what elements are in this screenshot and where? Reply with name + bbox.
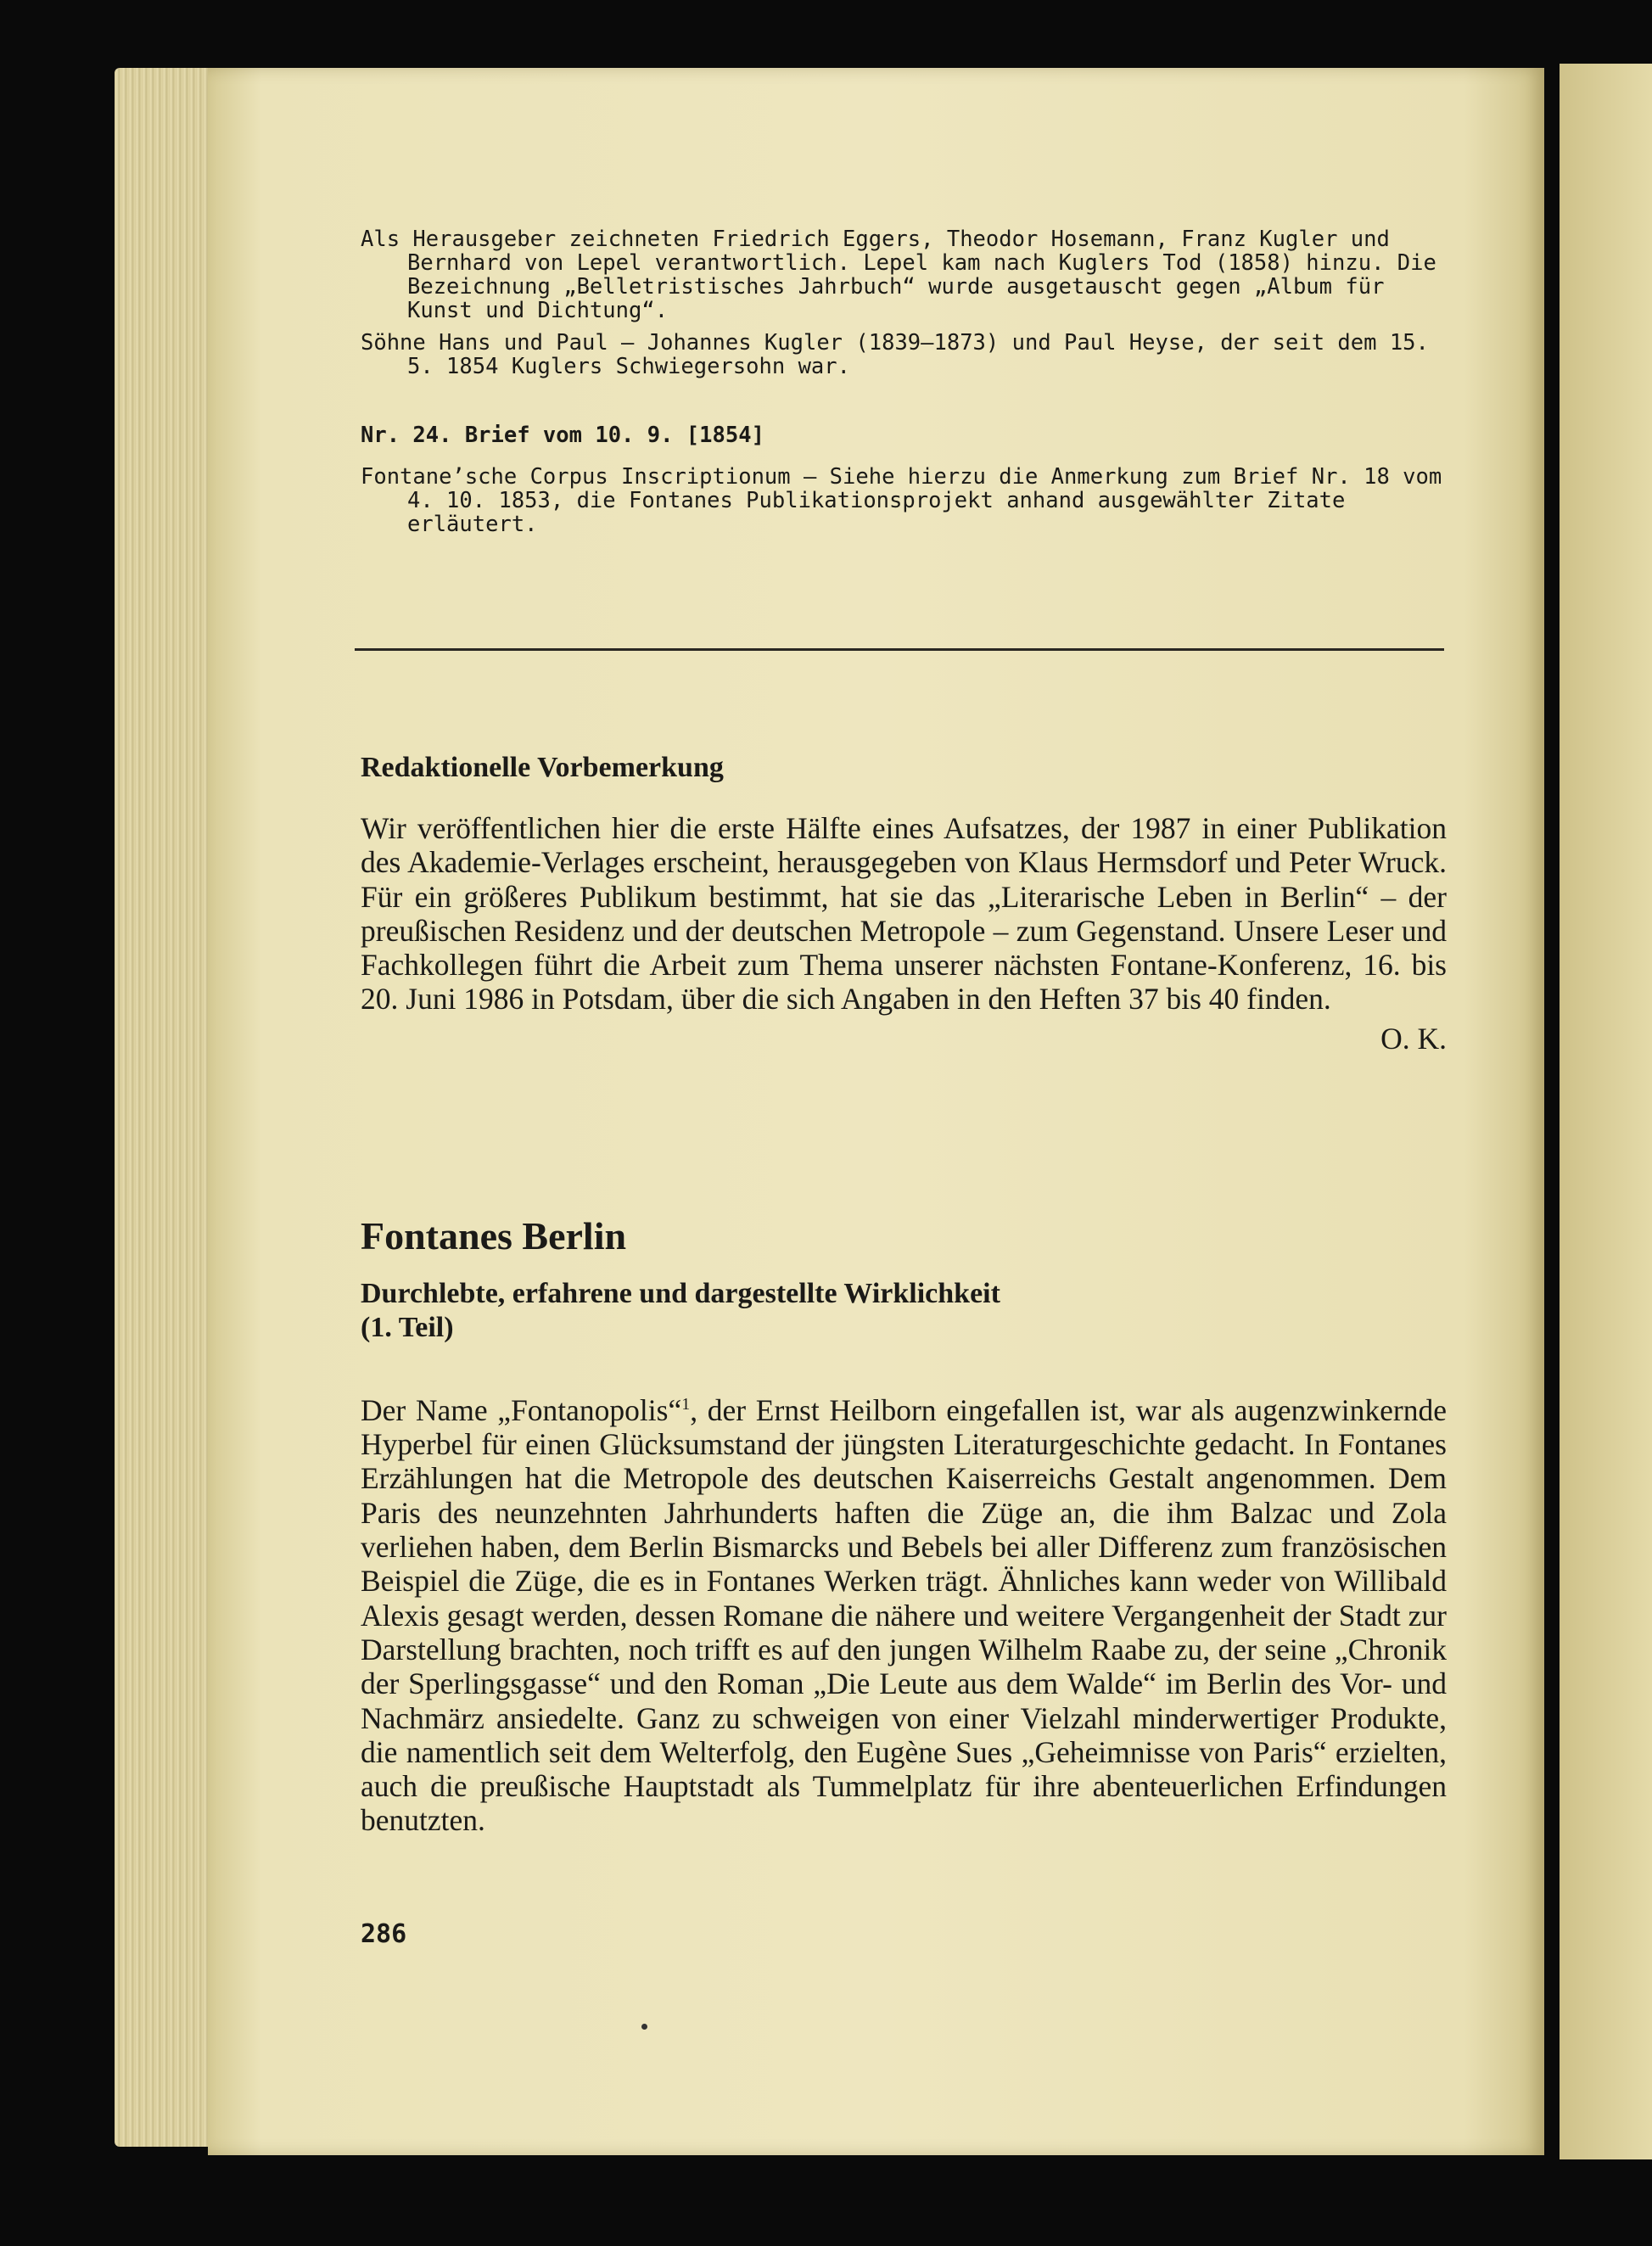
dust-speck [641, 2024, 647, 2030]
article-subtitle [361, 1277, 1447, 1345]
letter-heading: Nr. 24. Brief vom 10. 9. [1854] [361, 423, 764, 448]
endnote-corpus: Fontane’sche Corpus Inscriptionum – Siehe hierzu die Anmerkung zum Brief Nr. 18 vom 4. 10. 1853, die Fontanes Publikationsprojekt anhand ausgewählter Zitate erläutert. [361, 464, 1442, 537]
article-title: Fontanes Berlin [361, 1214, 627, 1257]
endnote-soehne: Söhne Hans und Paul – Johannes Kugler (1839–1873) und Paul Heyse, der seit dem 15. 5. 1854 Kuglers Schwiegersohn war. [361, 330, 1429, 379]
endnote-herausgeber: Als Herausgeber zeichneten Friedrich Eggers, Theodor Hosemann, Franz Kugler und Bernhard von Lepel verantwortlich. Lepel kam nach Kuglers Tod (1858) hinzu. Die Bezeichnung „Belletristisches Jahrbuch“ wurde ausgetauscht gegen „Album für Kunst und Dichtung“. [361, 227, 1436, 323]
book-page-edges [115, 68, 216, 2147]
article-text-start: Der Name „Fontanopolis“ [361, 1392, 682, 1427]
footnote-marker: 1 [681, 1395, 691, 1414]
article-text-rest: , der Ernst Heilborn eingefallen ist, war als augenzwinkernde Hyperbel für einen Glücksumstand der jüngsten Literaturgeschichte gedacht. In Fontanes Erzählungen hat die Metropole des deutschen Kaiserreichs Gestalt angenommen. Dem Paris des neunzehnten Jahrhunderts haften die Züge an, die ihm Balzac und Zola verliehen haben, dem Berlin Bismarcks und Bebels bei aller Differenz zum französischen Beispiel die Züge, die es in Fontanes Werken trägt. Ähnliches kann weder von Willibald Alexis gesagt werden, dessen Romane die nähere und weitere Vergangenheit der Stadt zur Darstellung brachten, noch trifft es auf den jungen Wilhelm Raabe zu, der seine „Chronik der Sperlingsgasse“ und den Roman „Die Leute aus dem Walde“ im Berlin des Vor- und Nachmärz ansiedelte. Ganz zu schweigen von einer Vielzahl minderwertiger Produkte, die namentlich seit dem Welterfolg, den Eugène Sues „Geheimnisse von Paris“ erzielten, auch die preußische Hauptstadt als Tummelplatz für ihre abenteuerlichen Erfindungen benutzten. [361, 1392, 1447, 1838]
section-divider [355, 648, 1444, 651]
page-number: 286 [361, 1919, 407, 1949]
endnotes-block [361, 227, 1447, 536]
preface-text: Wir veröffentlichen hier die erste Hälfte eines Aufsatzes, der 1987 in einer Publikation des Akademie-Verlages erscheint, herausgegeben von Klaus Hermsdorf und Peter Wruck. Für ein größeres Publikum bestimmt, hat sie das „Literarische Leben in Berlin“ – der preußischen Residenz und der deutschen Metropole – zum Gegenstand. Unsere Leser und Fachkollegen führt die Arbeit zum Thema unserer nächsten Fontane-Konferenz, 16. bis 20. Juni 1986 in Potsdam, über die sich Angaben in den Heften 37 bis 40 finden. [361, 811, 1447, 1017]
article-block [361, 1213, 1447, 1838]
article-subtitle-line2: (1. Teil) [361, 1312, 454, 1343]
adjacent-page-edge [1560, 64, 1652, 2159]
preface-initials: O. K. [1380, 1021, 1447, 1056]
preface-block [361, 752, 1447, 1056]
article-body [361, 1387, 1447, 1838]
article-subtitle-line1: Durchlebte, erfahrene und dargestellte Wirklichkeit [361, 1278, 1000, 1309]
preface-heading: Redaktionelle Vorbemerkung [361, 752, 724, 783]
